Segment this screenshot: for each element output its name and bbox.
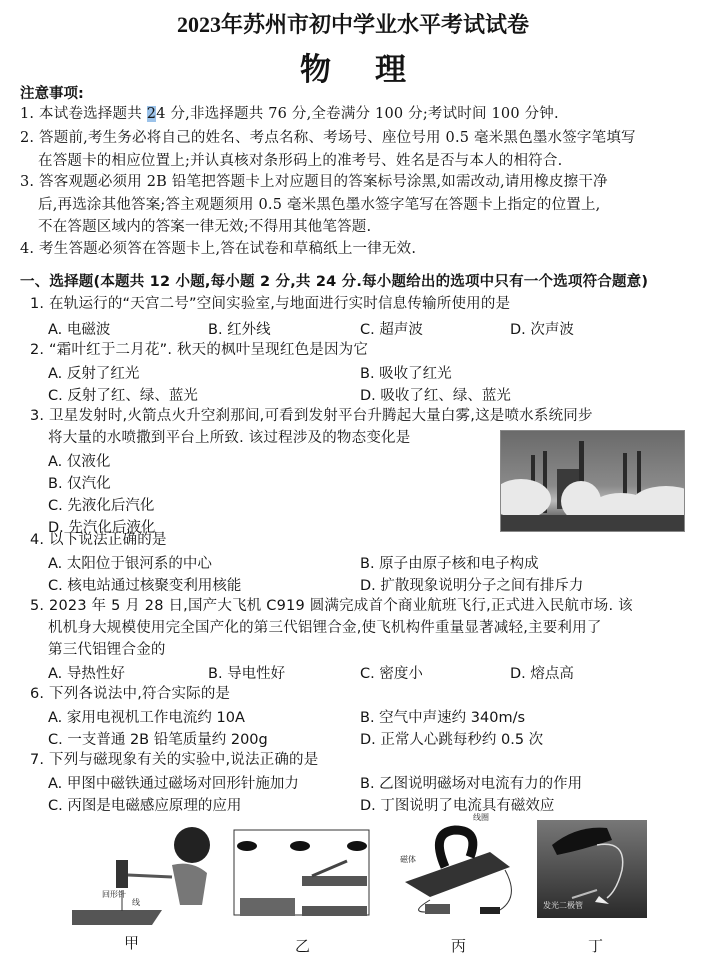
q1-option-d: D. 次声波	[510, 322, 574, 338]
figure-label-jia: 甲	[124, 934, 140, 952]
question-3-stem-line-2: 将大量的水喷撒到平台上所致. 该过程涉及的物态变化是	[48, 430, 411, 446]
q4-option-d: D. 扩散现象说明分子之间有排斥力	[360, 578, 584, 594]
exam-title: 2023年苏州市初中学业水平考试试卷	[176, 12, 529, 37]
section-heading: 一、选择题(本题共 12 小题,每小题 2 分,共 24 分.每小题给出的选项中只有一个选项符合题意)	[20, 274, 649, 290]
q4-option-a: A. 太阳位于银河系的中心	[48, 556, 212, 572]
figure-jia-magnet-paperclip	[72, 815, 222, 930]
q7-option-c: C. 丙图是电磁感应原理的应用	[48, 798, 242, 814]
subject-char-1: 物	[300, 52, 331, 88]
q4-option-c: C. 核电站通过核聚变利用核能	[48, 578, 242, 594]
notice-item-1	[20, 104, 559, 124]
q5-option-a: A. 导热性好	[48, 666, 125, 682]
subject-title	[0, 44, 706, 89]
notice-item-3-line-3: 不在答题区域内的答案一律无效;不得用其他笔答题.	[38, 219, 372, 235]
rocket-launch-photo	[500, 430, 685, 532]
notice-text: 4 分,非选择题共 76 分,全卷满分 100 分;考试时间 100 分钟.	[156, 106, 559, 122]
q3-option-b: B. 仅汽化	[48, 476, 111, 492]
text-selection-highlight[interactable]: 2	[146, 106, 157, 122]
question-5-stem-line-1: 5. 2023 年 5 月 28 日,国产大飞机 C919 圆满完成首个商业航班飞行,正式进入民航市场. 该	[30, 598, 633, 614]
q7-option-d: D. 丁图说明了电流具有磁效应	[360, 798, 555, 814]
notice-item-3-line-2: 后,再选涂其他答案;答主观题须用 0.5 毫米黑色墨水签字笔写在答题卡上指定的位置上,	[38, 197, 601, 213]
q1-option-a: A. 电磁波	[48, 322, 111, 338]
q1-option-b: B. 红外线	[208, 322, 271, 338]
notice-item-2-line-1: 2. 答题前,考生务必将自己的姓名、考点名称、考场号、座位号用 0.5 毫米黑色墨水签字笔填写	[20, 130, 636, 146]
q7-option-a: A. 甲图中磁铁通过磁场对回形针施加力	[48, 776, 299, 792]
q5-option-c: C. 密度小	[360, 666, 423, 682]
annotation-coil: 线圈	[473, 813, 489, 822]
question-2-stem: 2. “霜叶红于二月花”. 秋天的枫叶呈现红色是因为它	[30, 342, 369, 358]
notice-heading: 注意事项:	[20, 86, 84, 102]
annotation-magnet: 磁体	[400, 855, 416, 864]
q6-option-a: A. 家用电视机工作电流约 10A	[48, 710, 245, 726]
figure-ding-led-photo	[537, 820, 647, 918]
q5-option-d: D. 熔点高	[510, 666, 574, 682]
figure-label-bing: 丙	[451, 937, 467, 955]
q3-option-a: A. 仅液化	[48, 454, 111, 470]
q5-option-b: B. 导电性好	[208, 666, 286, 682]
subject-char-2: 理	[375, 52, 406, 88]
q4-option-b: B. 原子由原子核和电子构成	[360, 556, 539, 572]
notice-item-4: 4. 考生答题必须答在答题卡上,答在试卷和草稿纸上一律无效.	[20, 241, 417, 257]
ground	[501, 515, 684, 531]
q2-option-c: C. 反射了红、绿、蓝光	[48, 388, 198, 404]
notice-item-3-line-1: 3. 答客观题必须用 2B 铅笔把答题卡上对应题目的答案标号涂黑,如需改动,请用橡皮擦干净	[20, 174, 608, 190]
notice-text: 1. 本试卷选择题共	[20, 106, 147, 122]
q6-option-b: B. 空气中声速约 340m/s	[360, 710, 526, 726]
figure-bing-coil-magnet	[395, 812, 525, 922]
annotation-paperclip: 回形针	[102, 890, 126, 899]
q3-option-d: D. 先汽化后液化	[48, 520, 156, 536]
figure-label-yi: 乙	[295, 937, 311, 955]
q3-option-c: C. 先液化后汽化	[48, 498, 155, 514]
q2-option-b: B. 吸收了红光	[360, 366, 452, 382]
smoke-cloud	[500, 479, 551, 519]
q7-option-b: B. 乙图说明磁场对电流有力的作用	[360, 776, 583, 792]
question-6-stem: 6. 下列各说法中,符合实际的是	[30, 686, 231, 702]
q2-option-d: D. 吸收了红、绿、蓝光	[360, 388, 511, 404]
question-3-stem-line-1: 3. 卫星发射时,火箭点火升空刹那间,可看到发射平台升腾起大量白雾,这是喷水系统同步	[30, 408, 593, 424]
question-5-stem-line-2: 机机身大规模使用完全国产化的第三代铝锂合金,使飞机构件重量显著减轻,主要利用了	[48, 620, 602, 636]
question-1-stem: 1. 在轨运行的“天宫二号”空间实验室,与地面进行实时信息传输所使用的是	[30, 296, 511, 312]
q1-option-c: C. 超声波	[360, 322, 423, 338]
q6-option-d: D. 正常人心跳每秒约 0.5 次	[360, 732, 544, 748]
question-4-stem: 4. 以下说法正确的是	[30, 532, 167, 548]
notice-item-2-line-2: 在答题卡的相应位置上;并认真核对条形码上的准考号、姓名是否与本人的相符合.	[38, 153, 563, 169]
q2-option-a: A. 反射了红光	[48, 366, 140, 382]
annotation-led: 发光二极管	[543, 901, 583, 910]
question-5-stem-line-3: 第三代铝锂合金的	[48, 642, 166, 658]
figure-yi-circuit	[232, 826, 377, 926]
annotation-thread: 线	[132, 898, 140, 907]
question-7-stem: 7. 下列与磁现象有关的实验中,说法正确的是	[30, 752, 319, 768]
figure-label-ding: 丁	[588, 937, 604, 955]
q6-option-c: C. 一支普通 2B 铅笔质量约 200g	[48, 732, 268, 748]
